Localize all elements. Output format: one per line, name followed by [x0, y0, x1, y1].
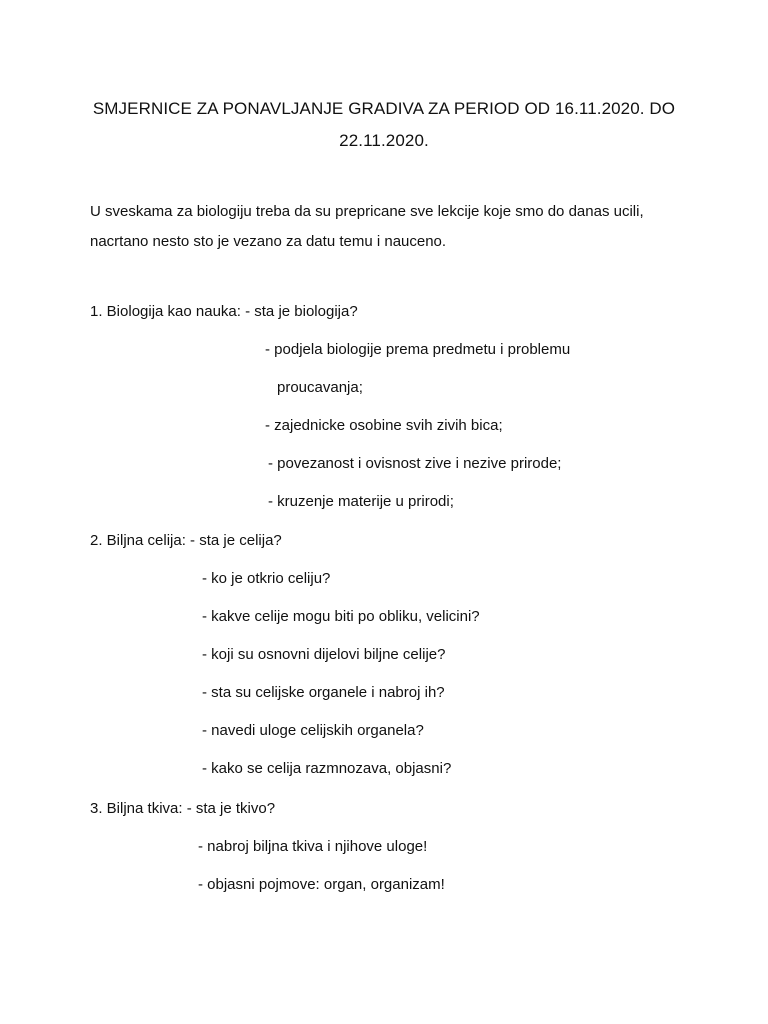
section-3-item: - nabroj biljna tkiva i njihove uloge! [198, 838, 428, 855]
section-1-heading: 1. Biologija kao nauka: - sta je biologija? [90, 303, 358, 320]
section-2-item: - ko je otkrio celiju? [202, 570, 331, 587]
section-1-item: proucavanja; [277, 379, 363, 396]
intro-line-2: nacrtano nesto sto je vezano za datu temu i nauceno. [90, 233, 447, 250]
section-1-item: - podjela biologije prema predmetu i problemu [265, 341, 571, 358]
section-1-item: - kruzenje materije u prirodi; [268, 493, 454, 510]
title-line-2: 22.11.2020. [339, 131, 429, 150]
section-2-heading: 2. Biljna celija: - sta je celija? [90, 532, 282, 549]
section-2-item: - kakve celije mogu biti po obliku, velicini? [202, 608, 480, 625]
section-1-item: - zajednicke osobine svih zivih bica; [265, 417, 503, 434]
intro-line-1: U sveskama za biologiju treba da su prepricane sve lekcije koje smo do danas ucili, [90, 203, 644, 220]
title-line-1: SMJERNICE ZA PONAVLJANJE GRADIVA ZA PERIOD OD 16.11.2020. DO [92, 99, 676, 118]
section-2-item: - koji su osnovni dijelovi biljne celije? [202, 646, 446, 663]
section-3-heading: 3. Biljna tkiva: - sta je tkivo? [90, 800, 276, 817]
section-2-item: - navedi uloge celijskih organela? [202, 722, 424, 739]
section-1-item: - povezanost i ovisnost zive i nezive prirode; [268, 455, 562, 472]
section-2-item: - sta su celijske organele i nabroj ih? [202, 684, 445, 701]
intro-paragraph [90, 197, 710, 257]
section-3-item: - objasni pojmove: organ, organizam! [198, 876, 445, 893]
section-2-item: - kako se celija razmnozava, objasni? [202, 760, 452, 777]
document-title [40, 93, 728, 157]
